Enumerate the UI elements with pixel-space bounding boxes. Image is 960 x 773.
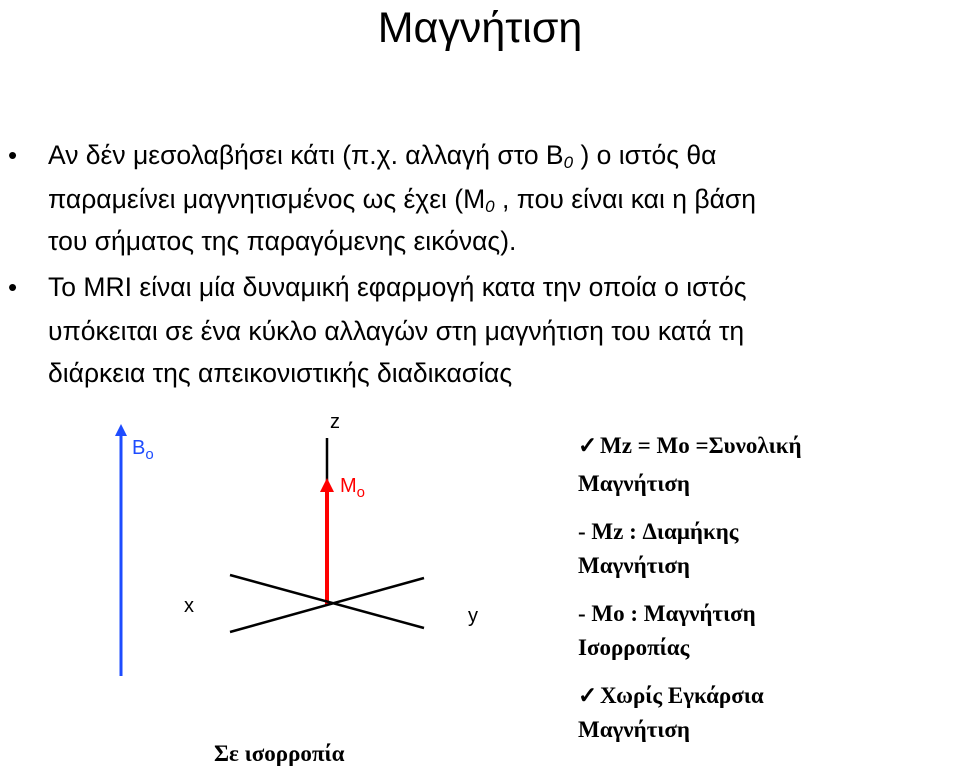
bullet-2-line-2: υπόκειται σε ένα κύκλο αλλαγών στη μαγνήτιση του κατά τη xyxy=(48,316,745,346)
bullet-1-line-2: παραμείνει μαγνητισμένος ως έχει ($M_0$ , που είναι και η βάση xyxy=(48,184,757,216)
legend-item-no-transverse: ✓ Χωρίς Εγκάρσια xyxy=(578,678,764,714)
bullet-marker: • xyxy=(8,272,18,302)
y-axis-label: y xyxy=(468,605,478,627)
legend-item-total-line2: Μαγνήτιση xyxy=(578,471,690,496)
b0-label: $B_o$ xyxy=(132,437,154,463)
legend-item-longitudinal-line2: Μαγνήτιση xyxy=(578,553,690,578)
legend-item-equilibrium: - Mo : Μαγνήτιση xyxy=(578,601,756,626)
x-axis-label: x xyxy=(184,595,194,617)
bullet-marker: • xyxy=(8,140,18,170)
diagram-caption: Σε ισορροπία xyxy=(214,741,345,766)
bullet-1-line-3: του σήματος της παραγόμενης εικόνας). xyxy=(48,226,517,256)
magnetization-diagram xyxy=(0,400,560,740)
m0-label: $M_o$ xyxy=(340,475,366,501)
check-icon: ✓ xyxy=(578,433,598,458)
legend-item-equilibrium-line2: Ισορροπίας xyxy=(578,635,690,660)
bullet-1-line-1: Αν δέν μεσολαβήσει κάτι (π.χ. αλλαγή στο $B_0$ ) ο ιστός θα xyxy=(48,140,717,172)
bullet-2-line-1: Το MRI είναι μία δυναμική εφαρμογή κατα την οποία ο ιστός xyxy=(48,272,747,302)
bullet-2-line-3: διάρκεια της απεικονιστικής διαδικασίας xyxy=(48,358,513,388)
m0-arrow xyxy=(320,478,334,605)
check-icon: ✓ xyxy=(578,683,598,708)
legend-item-no-transverse-line2: Μαγνήτιση xyxy=(578,717,690,742)
legend-item-longitudinal: - Mz : Διαμήκης xyxy=(578,519,739,544)
slide-title: Μαγνήτιση xyxy=(377,4,583,52)
legend-item-total: ✓ Mz = Mo =Συνολική xyxy=(578,428,802,464)
z-axis-label: z xyxy=(330,411,340,433)
b0-arrow xyxy=(115,424,127,676)
